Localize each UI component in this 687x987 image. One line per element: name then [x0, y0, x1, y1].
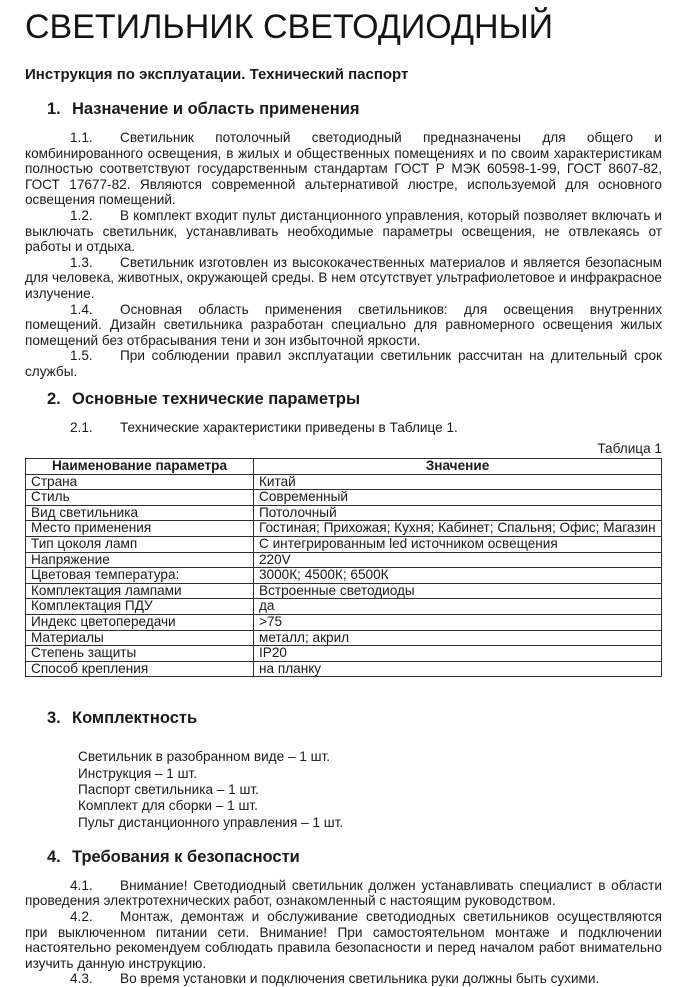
section-3-title: Комплектность: [72, 709, 198, 728]
paragraph-text: Во время установки и подключения светильника руки должны быть сухими.: [120, 971, 600, 987]
section-4-title: Требования к безопасности: [72, 847, 300, 866]
table-header-row: [26, 459, 662, 475]
param-value: Потолочный: [254, 505, 662, 521]
section-3-number: 3.: [47, 709, 61, 728]
param-name: Стиль: [26, 490, 254, 506]
page-title: СВЕТИЛЬНИК СВЕТОДИОДНЫЙ: [25, 8, 554, 46]
table-row: [26, 521, 662, 537]
table-header-parameter: Наименование параметра: [26, 459, 254, 475]
param-name: Цветовая температура:: [26, 568, 254, 584]
paragraph-number: 1.3.: [70, 254, 93, 270]
parameters-table: [25, 458, 662, 677]
paragraph-number: 4.1.: [70, 877, 93, 893]
section-2-title: Основные технические параметры: [72, 389, 361, 408]
paragraph-number: 4.2.: [70, 909, 93, 925]
kit-item: Паспорт светильника – 1 шт.: [78, 782, 259, 797]
param-value: С интегрированным led источником освещения: [254, 537, 662, 553]
table-row: [26, 474, 662, 490]
section-2-body: [25, 420, 662, 436]
param-name: Способ крепления: [26, 661, 254, 677]
paragraph-4-3: [25, 971, 662, 987]
section-4-body: [25, 878, 662, 987]
section-4-heading: [25, 847, 662, 867]
paragraph-text: При соблюдении правил эксплуатации светильник рассчитан на длительный срок службы.: [25, 348, 662, 379]
table-row: [26, 505, 662, 521]
paragraph-1-5: [25, 348, 662, 379]
param-name: Вид светильника: [26, 505, 254, 521]
paragraph-1-4: [25, 302, 662, 349]
kit-contents-list: [25, 749, 662, 830]
param-value: Китай: [254, 474, 662, 490]
paragraph-text: Технические характеристики приведены в Таблице 1.: [120, 419, 458, 435]
table-row: [26, 630, 662, 646]
paragraph-text: Внимание! Светодиодный светильник должен устанавливать специалист в области проведения электротехнических работ, ознакомленный с настоящим руководством.: [25, 877, 662, 909]
section-2-number: 2.: [47, 389, 61, 408]
paragraph-text: Светильник потолочный светодиодный предназначены для общего и комбинированного освещения, в жилых и общественных помещениях и по своим характеристикам полностью соответствуют государственным стандартам ГОСТ Р МЭК 60598-1-99, ГОСТ 8607-82, ГОСТ 17677-82. Являются современной альтернативой люстре, используемой для основного освещения помещений.: [25, 130, 662, 208]
table-row: [26, 599, 662, 615]
paragraph-2-1: [25, 420, 662, 436]
table-row: [26, 646, 662, 662]
param-name: Тип цоколя ламп: [26, 537, 254, 553]
paragraph-text: В комплект входит пульт дистанционного управления, который позволяет включать и выключать светильник, устанавливать необходимые параметры освещения, не отвлекаясь от работы и отдыха.: [25, 207, 662, 255]
param-name: Степень защиты: [26, 646, 254, 662]
table-row: [26, 615, 662, 631]
paragraph-number: 1.1.: [70, 130, 93, 145]
section-1-body: [25, 130, 662, 380]
table-row: [26, 537, 662, 553]
param-value: Встроенные светодиоды: [254, 583, 662, 599]
section-4-number: 4.: [47, 847, 61, 866]
param-name: Место применения: [26, 521, 254, 537]
section-2-heading: [25, 389, 662, 409]
paragraph-text: Светильник изготовлен из высококачественных материалов и является безопасным для человека, животных, окружающей среды. В нем отсутствует ультрафиолетовое и инфракрасное излучение.: [25, 254, 662, 301]
kit-item: Инструкция – 1 шт.: [78, 765, 198, 781]
table-row: [26, 490, 662, 506]
table-caption: Таблица 1: [597, 441, 662, 457]
kit-item: Комплект для сборки – 1 шт.: [78, 798, 258, 814]
paragraph-4-1: [25, 878, 662, 909]
table-row: [26, 552, 662, 568]
paragraph-4-2: [25, 909, 662, 971]
doc-subtitle: Инструкция по эксплуатации. Технический паспорт: [25, 66, 409, 83]
section-3-heading: [25, 708, 662, 728]
table-row: [26, 568, 662, 584]
section-1-heading: [25, 99, 662, 119]
param-value: Современный: [254, 490, 662, 506]
section-1-number: 1.: [47, 100, 61, 118]
paragraph-number: 2.1.: [70, 419, 93, 435]
kit-item: Светильник в разобранном виде – 1 шт.: [78, 749, 331, 765]
param-value: 3000К; 4500К; 6500К: [254, 568, 662, 584]
paragraph-1-3: [25, 255, 662, 302]
param-value: Гостиная; Прихожая; Кухня; Кабинет; Спальня; Офис; Магазин: [254, 521, 662, 537]
param-name: Материалы: [26, 630, 254, 646]
kit-item: Пульт дистанционного управления – 1 шт.: [78, 814, 344, 830]
param-value: >75: [254, 615, 662, 631]
param-name: Напряжение: [26, 552, 254, 568]
param-value: металл; акрил: [254, 630, 662, 646]
param-name: Индекс цветопередачи: [26, 615, 254, 631]
paragraph-1-2: [25, 208, 662, 255]
table-header-value: Значение: [254, 459, 662, 475]
param-value: IP20: [254, 646, 662, 662]
paragraph-text: Основная область применения светильников: для освещения внутренних помещений. Дизайн светильника разработан специально для равномерного освещения жилых помещений без отбрасывания тени и зон избыточной яркости.: [25, 301, 662, 348]
param-value: на планку: [254, 661, 662, 677]
paragraph-1-1: [25, 130, 662, 208]
param-value: 220V: [254, 552, 662, 568]
param-name: Комплектация лампами: [26, 583, 254, 599]
paragraph-number: 4.3.: [70, 971, 93, 987]
section-1-title: Назначение и область применения: [72, 100, 360, 118]
paragraph-number: 1.2.: [70, 207, 93, 223]
param-name: Комплектация ПДУ: [26, 599, 254, 615]
param-name: Страна: [26, 474, 254, 490]
param-value: да: [254, 599, 662, 615]
paragraph-number: 1.4.: [70, 301, 93, 317]
paragraph-number: 1.5.: [70, 348, 93, 364]
table-row: [26, 583, 662, 599]
table-row: [26, 661, 662, 677]
paragraph-text: Монтаж, демонтаж и обслуживание светодиодных светильников осуществляются при выключенном питании сети. Внимание! При самостоятельном монтаже и подключении настоятельно рекомендуем соблюдать правила безопасности и перед началом работ внимательно изучить данную инструкцию.: [25, 909, 662, 971]
